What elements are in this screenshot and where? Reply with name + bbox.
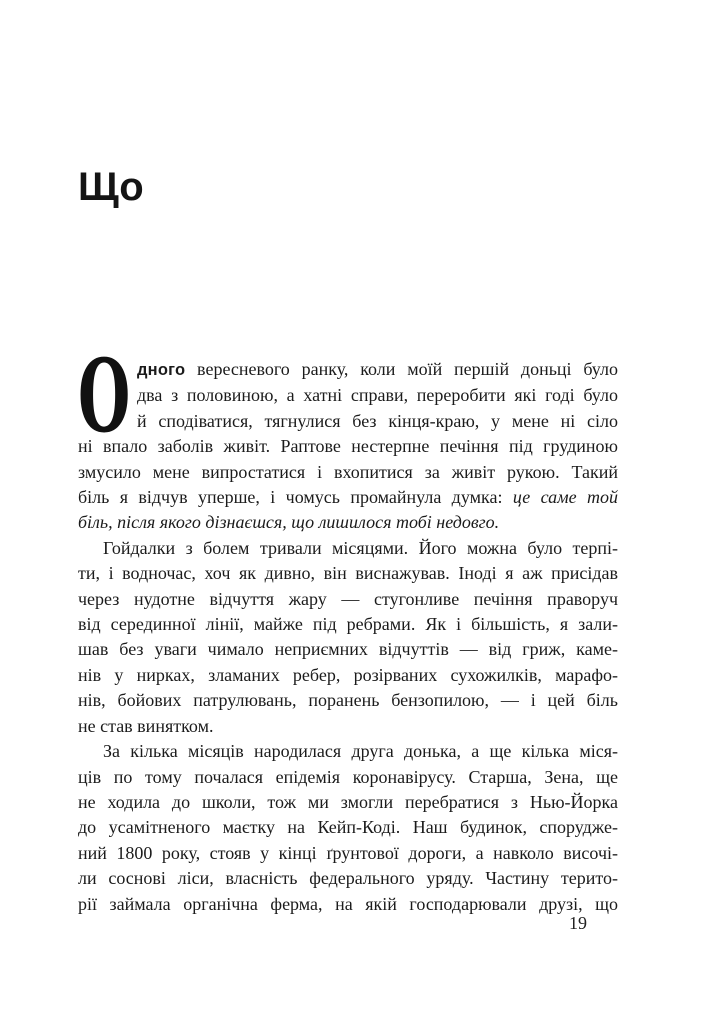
text-segment: ли соснові ліси, власність федерального уряду. Частину терито- [78,868,618,889]
text-segment: біль, після якого дізнаєшся, що лишилося тобі недовго. [78,512,500,533]
text-segment: не ходила до школи, тож ми змогли перебратися з Нью-Йорка [78,791,618,812]
text-line [78,663,618,688]
text-segment: нів у нирках, зламаних ребер, розірваних сухожилків, марафо- [78,664,618,685]
text-line [78,790,618,815]
text-line [78,866,618,891]
text-segment: ний 1800 року, стояв у кінці ґрунтової дороги, а навколо височі- [78,842,618,863]
drop-cap-letter: О [78,337,131,455]
text-segment: шав без уваги чимало неприємних відчуттів — від гриж, каме- [78,639,618,660]
text-line [78,434,618,459]
text-segment: не став винятком. [78,715,214,736]
text-segment: ців по тому почалася епідемія коронавірусу. Старша, Зена, ще [78,766,618,787]
chapter-title: Що [78,164,145,209]
text-line [78,612,618,637]
text-segment: й сподіватися, тягнулися без кінця-краю, у мене ні сіло [137,410,618,431]
text-segment: від серединної лінії, майже під ребрами. Як і більшість, я зали- [78,614,618,635]
text-segment: через нудотне відчуття жару — стугонливе печіння праворуч [78,588,618,609]
text-segment: дного [137,361,186,379]
paragraph [78,739,618,917]
text-line [78,637,618,662]
text-line [78,714,618,739]
text-segment: це саме той [512,487,618,508]
text-line [78,485,618,510]
text-line [78,357,618,383]
text-line [78,383,618,408]
text-line [78,561,618,586]
text-segment: два з половиною, а хатні справи, переробити які годі було [137,385,618,406]
text-line [78,688,618,713]
drop-cap [78,337,131,455]
text-segment: ти, і водночас, хоч як дивно, він виснажував. Іноді я аж присідав [78,563,618,584]
text-segment: вересневого ранку, коли моїй першій доньці було [185,359,618,379]
text-line [78,510,618,535]
text-line [78,815,618,840]
text-segment: нів, бойових патрулювань, поранень бензопилою, — і цей біль [78,690,618,711]
text-segment: змусило мене випростатися і вхопитися за живіт рукою. Такий [78,461,618,482]
body-text-block [78,337,618,917]
text-line [78,460,618,485]
page-number: 19 [569,913,587,933]
paragraph [78,337,618,536]
text-segment: ні впало заболів живіт. Раптове нестерпне печіння під грудиною [78,436,618,457]
text-segment: рії займала органічна ферма, на якій господарювали друзі, що [78,893,618,914]
text-segment: За кілька місяців народилася друга донька, а ще кілька міся- [103,741,618,762]
text-line [78,739,618,764]
text-line [78,536,618,561]
text-line [78,409,618,434]
text-line [78,765,618,790]
text-line [78,587,618,612]
text-segment: Гойдалки з болем тривали місяцями. Його можна було терпі- [103,537,618,558]
paragraph [78,536,618,739]
text-segment: до усамітненого маєтку на Кейп-Коді. Наш будинок, спорудже- [78,817,618,838]
text-segment: біль я відчув уперше, і чомусь промайнула думка: [78,487,513,508]
text-line [78,841,618,866]
text-line [78,892,618,917]
